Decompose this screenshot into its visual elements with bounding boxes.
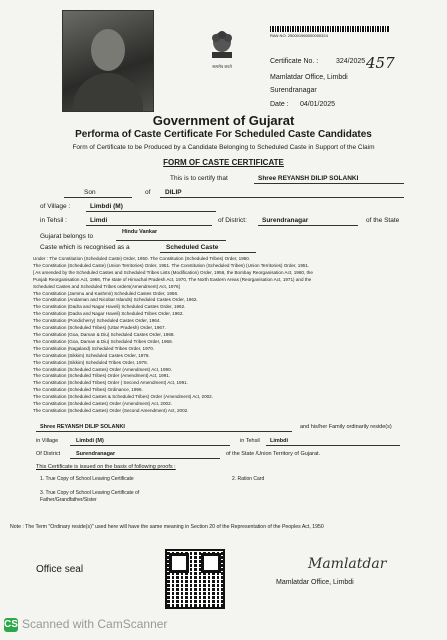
res-district-label: Of District	[36, 451, 61, 457]
ordinary-reside-note: Note : The Term "Ordinary reside(s)" used here will have the same meaning in Section 20 of the Representation of the Peoples Act, 1950	[10, 524, 324, 530]
gujarat-label: Gujarat belongs to	[40, 233, 94, 240]
order-line: The Constitution (Scheduled Castes) Order (Amendment) Act, 2002.	[33, 401, 172, 407]
constitution-orders-list	[33, 256, 408, 415]
res-tehsil-value: Limbdi	[270, 438, 289, 444]
emblem-caption: सत्यमेव जयते	[212, 64, 232, 69]
caste-value: Hindu Vankar	[122, 229, 158, 235]
order-line: The Constitution (Scheduled Tribes) Order ( Second Amendment) Act, 1991.	[33, 380, 188, 386]
order-line: The Constitution (Goa, Daman & Diu) Scheduled Castes Order, 1968.	[33, 331, 175, 337]
village-value: Limbdi (M)	[90, 203, 123, 210]
state-label: of the State	[366, 217, 400, 224]
order-line: The Constitution (Dadra and Nagar Haveli) Scheduled Castes Order, 1962.	[33, 304, 186, 310]
res-village-value: Limbdi (M)	[76, 438, 104, 444]
camscanner-logo-icon: CS	[4, 619, 18, 630]
res-tehsil-label: in Tehsil	[240, 438, 260, 444]
order-line: The Constitution (Andaman and Nicobar Islands) Scheduled Castes Order, 1962.	[33, 297, 198, 303]
order-line: The Constitution (Jammu and Kashmir) Scheduled Castes Order, 1956.	[33, 290, 179, 296]
form-title: FORM OF CASTE CERTIFICATE	[163, 158, 284, 167]
national-emblem-icon	[208, 26, 236, 60]
scanner-watermark: Scanned with CamScanner	[22, 617, 168, 631]
order-line: The Constitution (Scheduled Castes) Order (Amendment) Act, 1990.	[33, 366, 172, 372]
order-line: [ As amended by the Scheduled Castes and Scheduled Tribes Lists (Modification) Order, 1956, the Bombay Reorganisation Act, 1960, the	[33, 269, 313, 275]
tehsil-value: Limdi	[90, 217, 108, 224]
signoff-office: Mamlatdar Office, Limbdi	[276, 579, 354, 586]
res-state-note: of the State /Union Territory of Gujarat.	[226, 451, 321, 457]
cert-no-value: 324/2025	[336, 58, 366, 65]
proof-item-3: 3. True Copy of School Leaving Certificate of Father/Grandfather/Sister	[40, 490, 140, 503]
order-line: The Constitution (Sikkim) Scheduled Castes Order, 1978.	[33, 352, 150, 358]
candidate-name: Shree REYANSH DILIP SOLANKI	[258, 175, 359, 182]
form-note: Form of Certificate to be Produced by a Candidate Belonging to Scheduled Caste in Support of the Claim	[72, 144, 375, 151]
order-line: The Constitution (Pondicherry) Scheduled Castes Order, 1964.	[33, 318, 161, 324]
certify-label: This is to certify that	[170, 175, 228, 182]
son-label: Son	[84, 189, 96, 196]
proof-item-1: 1. True Copy of School Leaving Certificate	[40, 476, 134, 482]
proof-item-2: 2. Ration Card	[232, 476, 265, 482]
family-note: and his/her Family ordinarily reside(s)	[300, 424, 392, 430]
date-value: 04/01/2025	[300, 101, 336, 108]
order-line: The Constitution (Scheduled Tribes) Order (Amendment) Act, 1991.	[33, 373, 171, 379]
qr-code	[165, 549, 225, 609]
basis-intro: This Certificate is issued on the basis of following proofs :	[36, 464, 176, 470]
tehsil-label: in Tehsil :	[40, 217, 67, 224]
res-district-value: Surendranagar	[76, 451, 116, 457]
order-line: The Constitution (Nagaland) Scheduled Tribes Order, 1970.	[33, 345, 155, 351]
order-line: Punjab Reorganisation Act, 1966, The state of Himachal Pradesh Act, 1970, The North Eastern Areas (Reorganisation Act, 1971) and the	[33, 276, 312, 282]
order-line: The Constitution (Scheduled Tribes) (Uttar Pradesh) Order, 1967.	[33, 325, 166, 331]
order-line: Scheduled Castes and Scheduled Tribes orders(Amendment) Act, 1976]	[33, 283, 180, 289]
office-seal-label: Office seal	[36, 564, 84, 575]
res-village-label: in Village	[36, 438, 59, 444]
handwritten-number: 457	[366, 54, 395, 72]
applicant-photo	[62, 10, 154, 112]
office-name: Mamlatdar Office, Limbdi	[270, 74, 348, 81]
cert-no-label: Certificate No. :	[270, 58, 319, 65]
barcode	[270, 26, 390, 32]
district-value: Surendranagar	[262, 217, 309, 224]
father-name: DILIP	[165, 189, 182, 196]
order-line: The Constitution (Scheduled Castes & Scheduled Tribes) Order (Amendment) Act, 2002.	[33, 394, 214, 400]
government-title: Government of Gujarat	[152, 113, 295, 128]
performa-title: Performa of Caste Certificate For Scheduled Caste Candidates	[75, 129, 372, 140]
barcode-serial: RAN NO: 250001960000000324	[270, 33, 328, 38]
order-line: The Constitution (Scheduled Castes) Order (Second Amendment) Act, 2002.	[33, 407, 189, 413]
village-label: of Village :	[40, 203, 71, 210]
header-district: Surendranagar	[270, 87, 317, 94]
order-line: The Constitution (Sikkim) Scheduled Tribes Order, 1978.	[33, 359, 148, 365]
order-line: The Constitution (Scheduled Tribes) Ordinance, 1996.	[33, 387, 143, 393]
order-line: The Constitution (Dadra and Nagar Haveli) Scheduled Tribes Order, 1962.	[33, 311, 184, 317]
residence-name: Shree REYANSH DILIP SOLANKI	[40, 424, 125, 430]
order-line: The Constitution (Scheduled Caste) (Union Territories) Order, 1951. The Constitution (Scheduled Tribes) (Union Territories) Order, 1951.	[33, 262, 310, 268]
recognised-label: Caste which is recognised as a	[40, 244, 130, 251]
order-line: Under : The Constitution (Scheduled Caste) Order, 1950. The Constitution (Scheduled Tribes) Order, 1950.	[33, 256, 251, 261]
district-label: of District:	[218, 217, 247, 224]
category-value: Scheduled Caste	[166, 244, 219, 251]
of-label: of	[145, 189, 151, 196]
order-line: The Constitution (Goa, Daman & Diu) Scheduled Tribes Order, 1968.	[33, 338, 173, 344]
mamlatdar-signature: Mamlatdar	[308, 556, 387, 572]
date-label: Date :	[270, 101, 289, 108]
